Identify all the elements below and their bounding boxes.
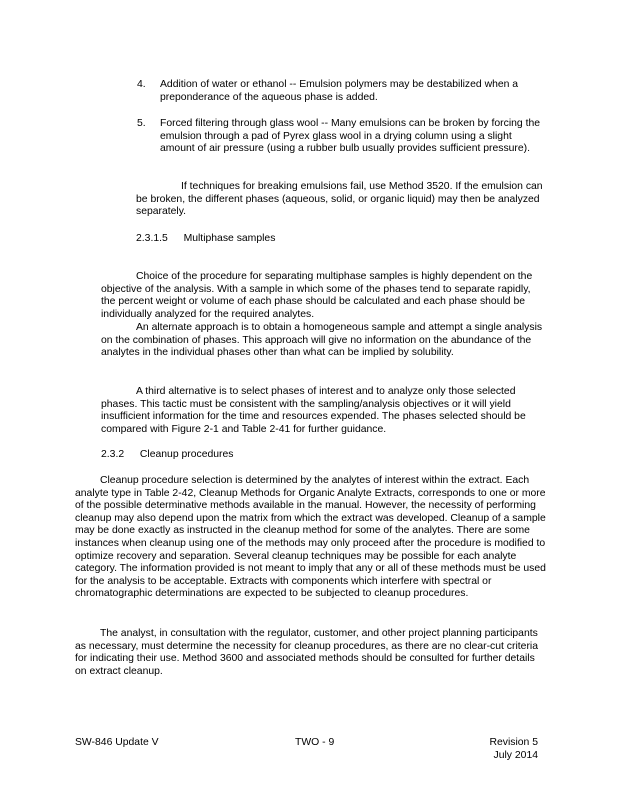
section-2315-number: 2.3.1.5	[136, 233, 168, 244]
multiphase-paragraph-3: A third alternative is to select phases of interest and to analyze only those selected phases. This tactic must be consistent with the sampling/analysis objectives or it will yield insufficient information for the time and resources expended. The phases selected should be compared with Figure 2-1 and Table 2-41 for further guidance.	[101, 386, 526, 435]
footer-page-number: TWO - 9	[295, 737, 335, 748]
section-2315-title: Multiphase samples	[183, 233, 276, 244]
multiphase-paragraph-1: Choice of the procedure for separating multiphase samples is highly dependent on the objective of the analysis. With a sample in which some of the phases tend to separate rapidly, the percent weight or volume of each phase should be calculated and each phase should be individually analyzed for the required analytes.	[101, 271, 533, 320]
section-2315-heading	[136, 233, 275, 246]
list-number-4: 4.	[137, 79, 146, 90]
section-232-number: 2.3.2	[101, 449, 125, 460]
emulsion-paragraph: If techniques for breaking emulsions fail, use Method 3520. If the emulsion can be broken, the different phases (aqueous, solid, or organic liquid) may then be analyzed separately.	[136, 181, 543, 218]
section-232-title: Cleanup procedures	[139, 449, 234, 460]
list-number-5: 5.	[137, 118, 146, 129]
footer-revision: Revision 5	[489, 737, 538, 748]
list-item-5-text: Forced filtering through glass wool -- Many emulsions can be broken by forcing the emulsion through a pad of Pyrex glass wool in a drying column using a slight amount of air pressure (using a rubber bulb usually provides sufficient pressure).	[160, 118, 541, 155]
section-232-heading	[101, 449, 233, 462]
cleanup-paragraph-1: Cleanup procedure selection is determined by the analytes of interest within the extract. Each analyte type in Table 2-42, Cleanup Methods for Organic Analyte Extracts, corresponds to one or more of the possible determinative methods available in the manual. However, the necessity of performing cleanup may also depend upon the matrix from which the extract was developed. Cleanup of a sample may be done exactly as instructed in the cleanup method for some of the analytes. There are some instances when cleanup using one of the methods may only proceed after the procedure is modified to optimize recovery and separation. Several cleanup techniques may be possible for each analyte category. The information provided is not meant to imply that any or all of these methods must be used for the analysis to be acceptable. Extracts with components which interfere with spectral or chromatographic determinations are expected to be subjected to cleanup procedures.	[75, 475, 546, 600]
cleanup-paragraph-2: The analyst, in consultation with the regulator, customer, and other project planning participants as necessary, must determine the necessity for cleanup procedures, as there are no clear-cut criteria for indicating their use. Method 3600 and associated methods should be consulted for further details on extract cleanup.	[75, 628, 538, 677]
list-item-4-text: Addition of water or ethanol -- Emulsion polymers may be destabilized when a preponderance of the aqueous phase is added.	[160, 79, 519, 103]
multiphase-paragraph-2: An alternate approach is to obtain a homogeneous sample and attempt a single analysis on the combination of phases. This approach will give no information on the abundance of the analytes in the individual phases other than what can be implied by solubility.	[101, 322, 543, 359]
footer-date: July 2014	[493, 750, 538, 761]
footer-document-id: SW-846 Update V	[75, 737, 159, 748]
